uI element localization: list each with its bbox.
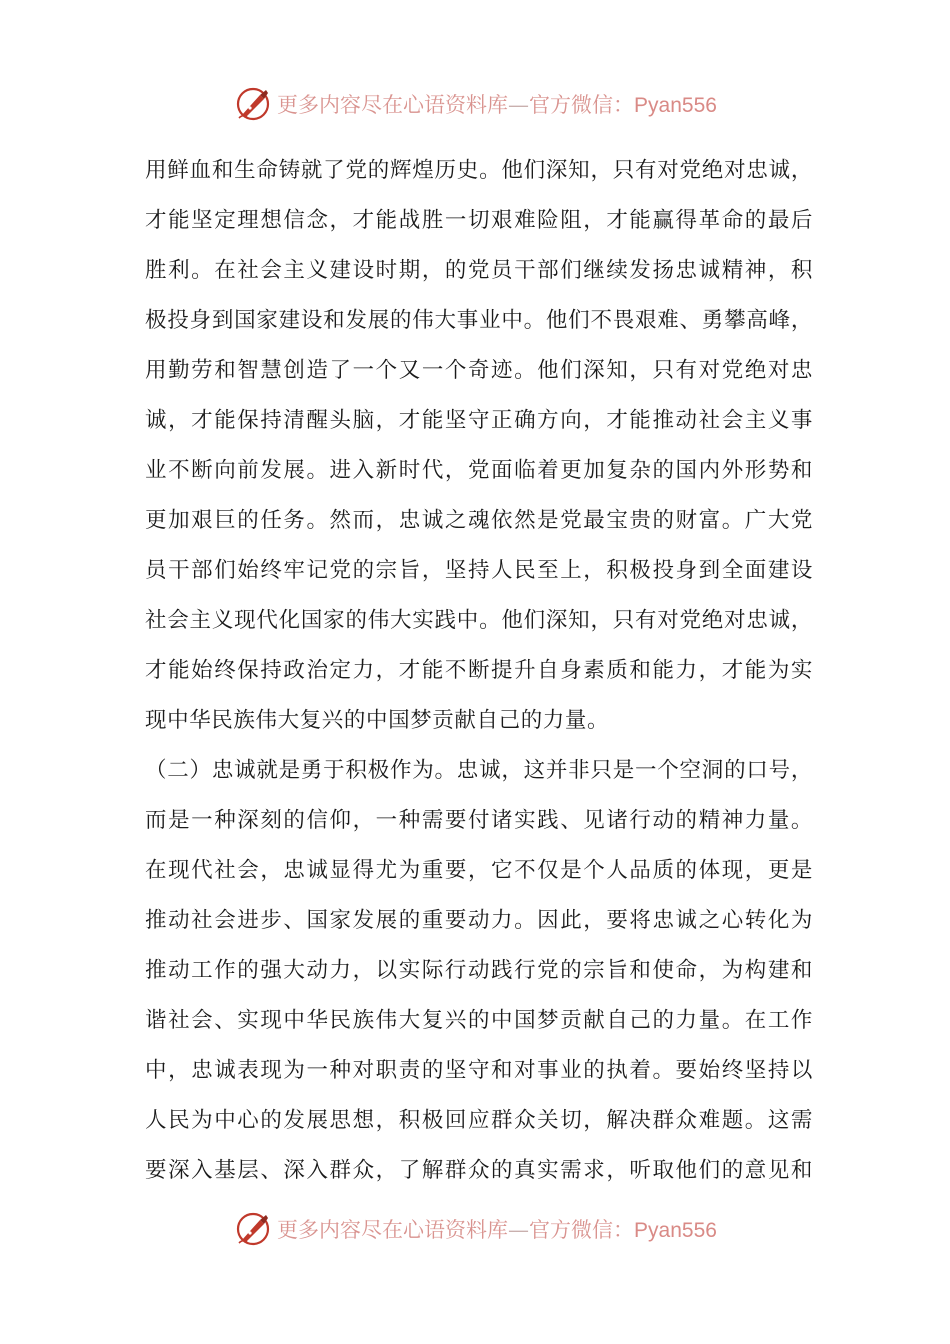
banner-slogan: 更多内容尽在心语资料库 [277, 1218, 509, 1242]
banner-slogan: 更多内容尽在心语资料库 [277, 93, 509, 117]
document-body [145, 146, 813, 1196]
banner-separator: — [508, 1218, 530, 1242]
body-line: 而是一种深刻的信仰，一种需要付诸实践、见诸行动的精神力量。 [145, 808, 813, 833]
body-line: 诚，才能保持清醒头脑，才能坚守正确方向，才能推动社会主义事 [145, 408, 813, 433]
body-line: 推动工作的强大动力，以实际行动践行党的宗旨和使命，为构建和 [145, 958, 813, 983]
body-line: 极投身到国家建设和发展的伟大事业中。他们不畏艰难、勇攀高峰， [145, 308, 813, 333]
body-line: 员干部们始终牢记党的宗旨，坚持人民至上，积极投身到全面建设 [145, 558, 813, 583]
banner-wechat-id: Pyan556 [634, 1219, 717, 1242]
pen-nib-logo-icon [233, 1209, 273, 1249]
pen-nib-logo-icon [233, 84, 273, 124]
banner-separator: — [508, 93, 530, 117]
body-line: 才能始终保持政治定力，才能不断提升自身素质和能力，才能为实 [145, 658, 813, 683]
section-heading-line: （二）忠诚就是勇于积极作为。忠诚，这并非只是一个空洞的口号， [145, 758, 813, 783]
body-line: 社会主义现代化国家的伟大实践中。他们深知，只有对党绝对忠诚， [145, 608, 813, 633]
banner-wechat-label: 官方微信： [529, 93, 635, 117]
body-line: 推动社会进步、国家发展的重要动力。因此，要将忠诚之心转化为 [145, 908, 813, 933]
body-line: 才能坚定理想信念，才能战胜一切艰难险阻，才能赢得革命的最后 [145, 208, 813, 233]
body-line: 要深入基层、深入群众，了解群众的真实需求，听取他们的意见和 [145, 1158, 813, 1183]
footer-watermark-banner [0, 1207, 950, 1251]
banner-wechat-id: Pyan556 [634, 94, 717, 117]
body-line: 中，忠诚表现为一种对职责的坚守和对事业的执着。要始终坚持以 [145, 1058, 813, 1083]
body-line: 在现代社会，忠诚显得尤为重要，它不仅是个人品质的体现，更是 [145, 858, 813, 883]
body-line: 现中华民族伟大复兴的中国梦贡献自己的力量。 [145, 708, 610, 733]
body-line: 用勤劳和智慧创造了一个又一个奇迹。他们深知，只有对党绝对忠 [145, 358, 813, 383]
body-line: 更加艰巨的任务。然而，忠诚之魂依然是党最宝贵的财富。广大党 [145, 508, 813, 533]
body-line: 业不断向前发展。进入新时代，党面临着更加复杂的国内外形势和 [145, 458, 813, 483]
body-line: 胜利。在社会主义建设时期，的党员干部们继续发扬忠诚精神，积 [145, 258, 813, 283]
banner-text [277, 1214, 717, 1244]
banner-text [277, 89, 717, 119]
body-line: 谐社会、实现中华民族伟大复兴的中国梦贡献自己的力量。在工作 [145, 1008, 813, 1033]
body-line: 用鲜血和生命铸就了党的辉煌历史。他们深知，只有对党绝对忠诚， [145, 158, 813, 183]
body-line: 人民为中心的发展思想，积极回应群众关切，解决群众难题。这需 [145, 1108, 813, 1133]
banner-wechat-label: 官方微信： [529, 1218, 635, 1242]
header-watermark-banner [0, 82, 950, 126]
